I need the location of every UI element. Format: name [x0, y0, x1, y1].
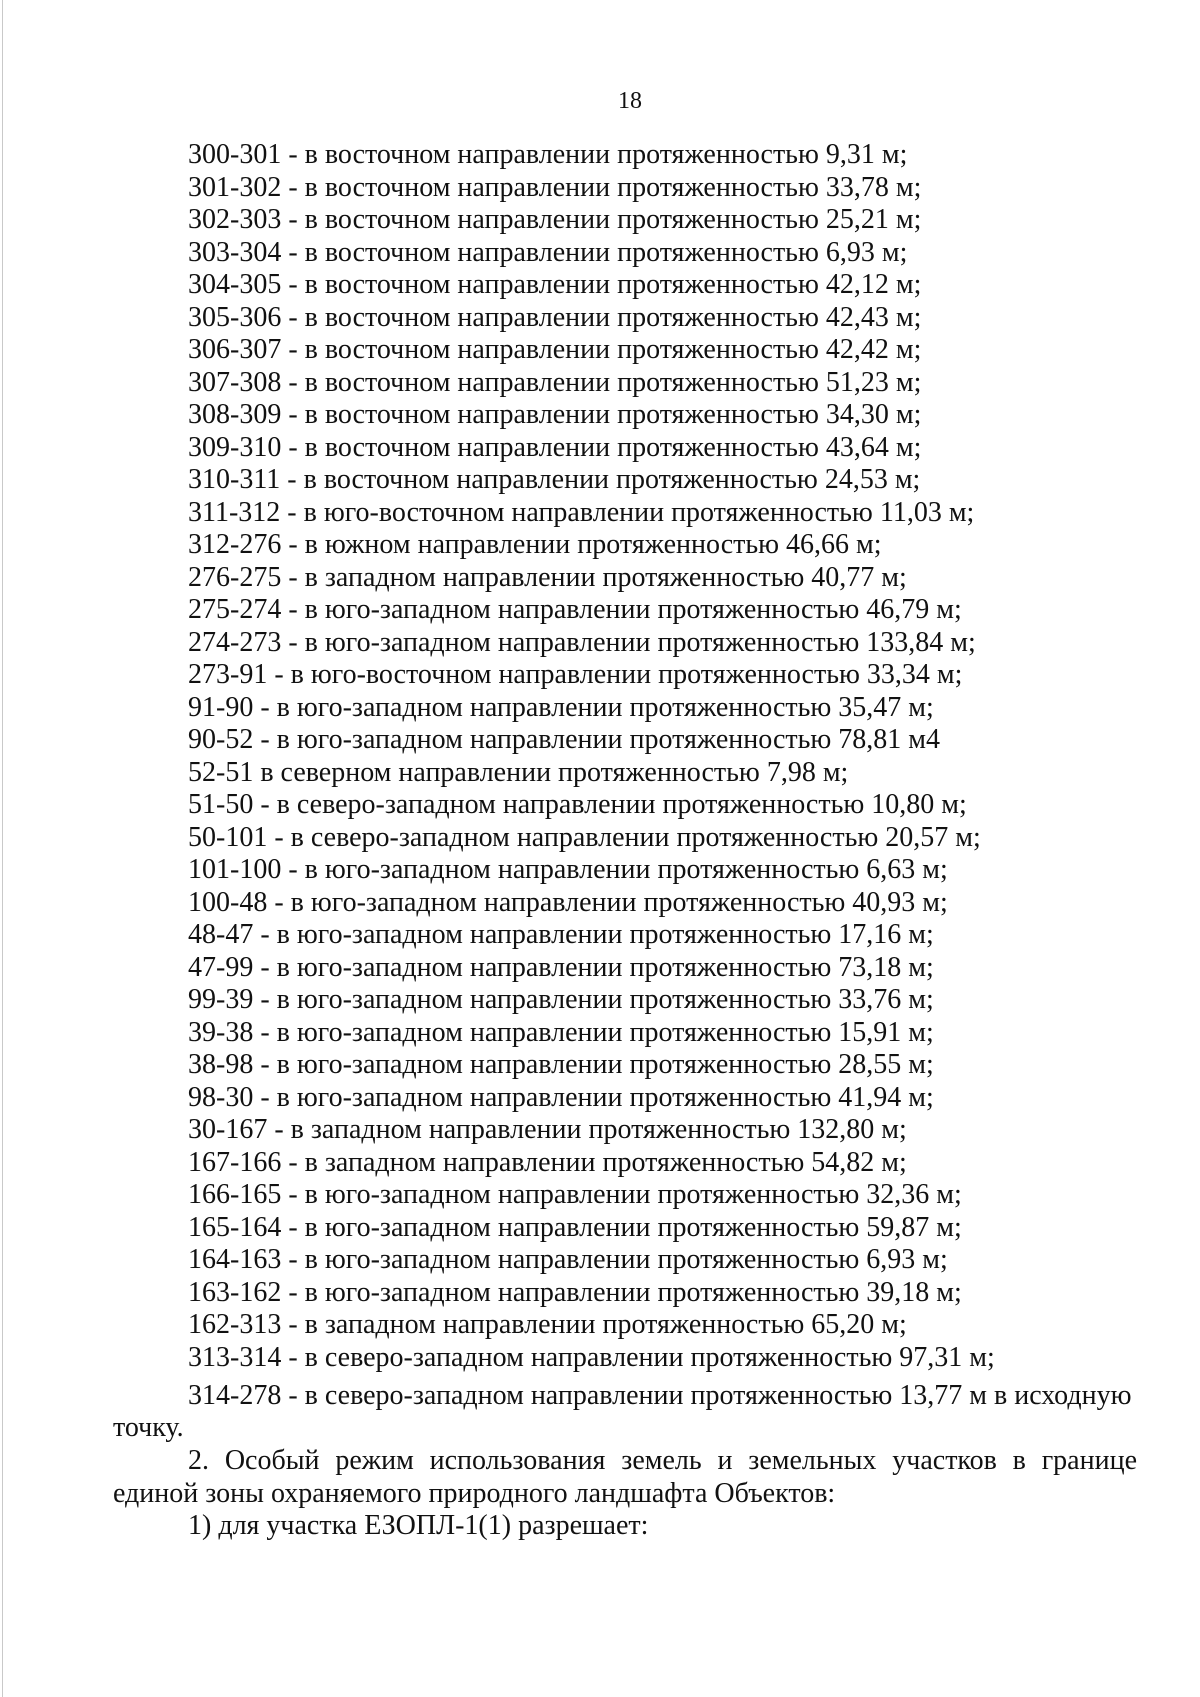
boundary-segment-line: 311-312 - в юго-восточном направлении протяженностью 11,03 м; [188, 496, 975, 528]
boundary-segment-line: 52-51 в северном направлении протяженностью 7,98 м; [188, 756, 849, 788]
boundary-segment-line: 90-52 - в юго-западном направлении протяженностью 78,81 м4 [188, 724, 941, 755]
boundary-segment-line: 38-98 - в юго-западном направлении протяженностью 28,55 м; [188, 1049, 934, 1080]
boundary-segment-line: 167-166 - в западном направлении протяженностью 54,82 м; [188, 1146, 907, 1178]
boundary-segment-line: 308-309 - в восточном направлении протяженностью 34,30 м; [188, 399, 922, 430]
boundary-segments-list [188, 139, 1148, 1374]
boundary-segment-line: 309-310 - в восточном направлении протяженностью 43,64 м; [188, 431, 922, 463]
boundary-segment-line: 307-308 - в восточном направлении протяженностью 51,23 м; [188, 366, 922, 398]
boundary-segment-line: 101-100 - в юго-западном направлении протяженностью 6,63 м; [188, 854, 948, 885]
boundary-segment-line: 99-39 - в юго-западном направлении протяженностью 33,76 м; [188, 984, 934, 1015]
boundary-segment-line: 304-305 - в восточном направлении протяженностью 42,12 м; [188, 269, 922, 300]
boundary-segment-line: 51-50 - в северо-западном направлении протяженностью 10,80 м; [188, 789, 967, 820]
boundary-segment-line: 166-165 - в юго-западном направлении протяженностью 32,36 м; [188, 1179, 962, 1210]
boundary-segment-line: 275-274 - в юго-западном направлении протяженностью 46,79 м; [188, 594, 962, 625]
boundary-segment-line: 164-163 - в юго-западном направлении протяженностью 6,93 м; [188, 1244, 948, 1275]
boundary-segment-line: 303-304 - в восточном направлении протяженностью 6,93 м; [188, 236, 908, 268]
boundary-segment-line: 91-90 - в юго-западном направлении протяженностью 35,47 м; [188, 691, 934, 723]
boundary-segment-line: 273-91 - в юго-восточном направлении протяженностью 33,34 м; [188, 659, 963, 690]
boundary-segment-last-continuation: точку. [113, 1412, 184, 1443]
subitem-1: 1) для участка ЕЗОПЛ-1(1) разрешает: [188, 1510, 649, 1541]
boundary-segment-line: 310-311 - в восточном направлении протяженностью 24,53 м; [188, 464, 921, 495]
boundary-segment-line: 48-47 - в юго-западном направлении протяженностью 17,16 м; [188, 919, 934, 950]
boundary-segment-line: 165-164 - в юго-западном направлении протяженностью 59,87 м; [188, 1211, 962, 1243]
boundary-segment-line: 163-162 - в юго-западном направлении протяженностью 39,18 м; [188, 1276, 962, 1308]
boundary-segment-line: 162-313 - в западном направлении протяженностью 65,20 м; [188, 1309, 907, 1340]
boundary-segment-line: 312-276 - в южном направлении протяженностью 46,66 м; [188, 529, 882, 560]
boundary-segment-line: 302-303 - в восточном направлении протяженностью 25,21 м; [188, 204, 922, 235]
boundary-segment-line: 100-48 - в юго-западном направлении протяженностью 40,93 м; [188, 886, 948, 918]
boundary-segment-line: 274-273 - в юго-западном направлении протяженностью 133,84 м; [188, 626, 976, 658]
boundary-segment-line: 39-38 - в юго-западном направлении протяженностью 15,91 м; [188, 1016, 934, 1048]
boundary-segment-line: 30-167 - в западном направлении протяженностью 132,80 м; [188, 1114, 907, 1145]
boundary-segment-line: 301-302 - в восточном направлении протяженностью 33,78 м; [188, 171, 922, 203]
boundary-segment-line: 306-307 - в восточном направлении протяженностью 42,42 м; [188, 334, 922, 365]
boundary-segment-line: 47-99 - в юго-западном направлении протяженностью 73,18 м; [188, 951, 934, 983]
boundary-segment-line: 50-101 - в северо-западном направлении протяженностью 20,57 м; [188, 821, 981, 853]
boundary-segment-last: 314-278 - в северо-западном направлении протяженностью 13,77 м в исходную [188, 1380, 1132, 1411]
section-2-paragraph: 2. Особый режим использования земель и земельных участков в границе единой зоны охраняемого природного ландшафта Объектов: [113, 1445, 1137, 1509]
boundary-segment-line: 276-275 - в западном направлении протяженностью 40,77 м; [188, 561, 907, 593]
scan-edge-line [2, 0, 3, 1697]
boundary-segment-line: 313-314 - в северо-западном направлении протяженностью 97,31 м; [188, 1341, 995, 1373]
boundary-segment-line: 300-301 - в восточном направлении протяженностью 9,31 м; [188, 139, 908, 170]
boundary-segment-line: 305-306 - в восточном направлении протяженностью 42,43 м; [188, 301, 922, 333]
page-number: 18 [618, 88, 642, 114]
boundary-segment-line: 98-30 - в юго-западном направлении протяженностью 41,94 м; [188, 1081, 934, 1113]
